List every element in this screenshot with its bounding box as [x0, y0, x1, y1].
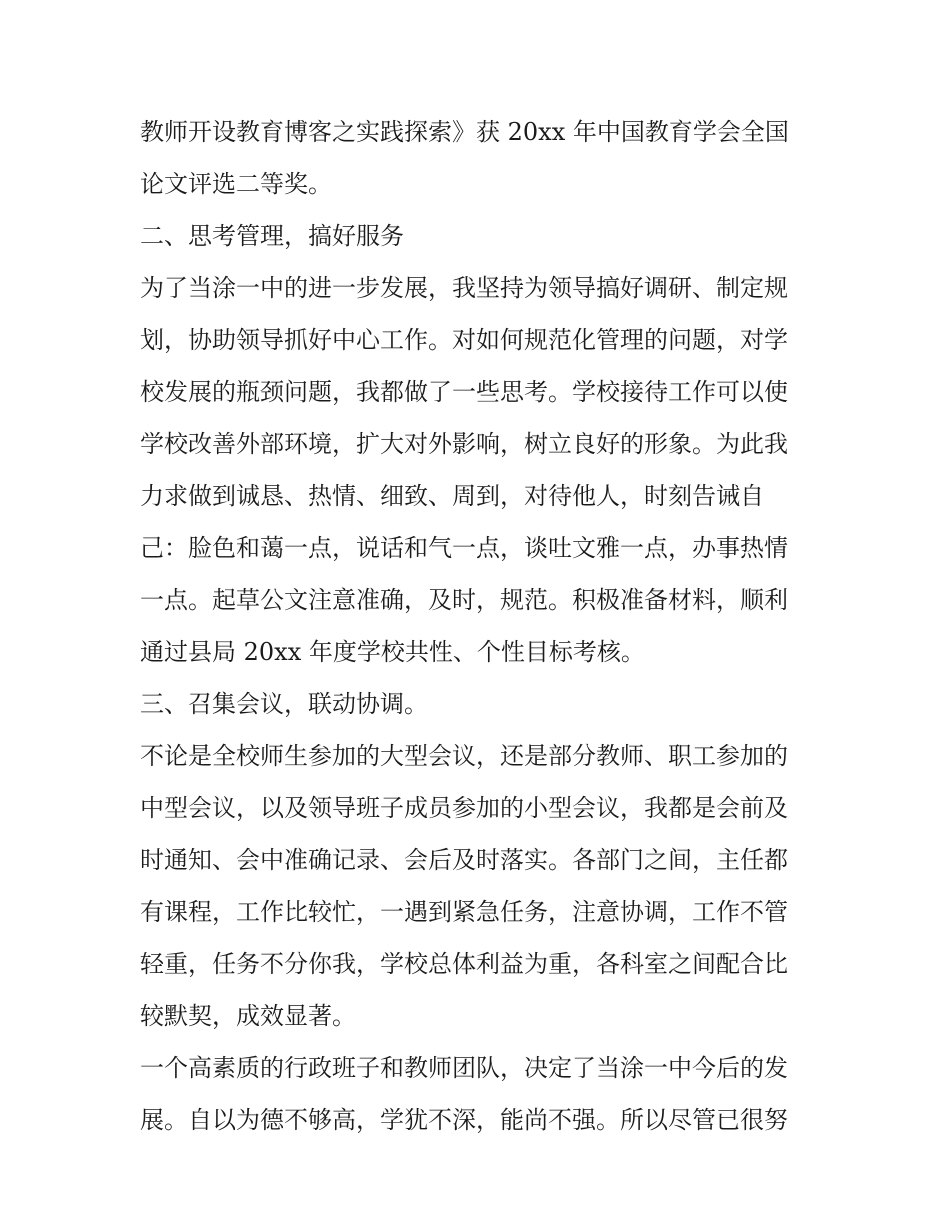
text-line: 有课程，工作比较忙，一遇到紧急任务，注意协调，工作不管 — [140, 898, 788, 926]
section-heading: 二、思考管理，搞好服务 — [140, 222, 404, 250]
section-heading: 三、召集会议，联动协调。 — [140, 690, 428, 718]
text-line: 为了当涂一中的进一步发展，我坚持为领导搞好调研、制定规 — [140, 274, 788, 302]
text-line: 己：脸色和蔼一点，说话和气一点，谈吐文雅一点，办事热情 — [140, 534, 788, 562]
text-line: 通过县局 20xx 年度学校共性、个性目标考核。 — [140, 638, 645, 666]
text-line: 划，协助领导抓好中心工作。对如何规范化管理的问题，对学 — [140, 326, 788, 354]
document-body — [140, 106, 820, 1146]
text-line: 不论是全校师生参加的大型会议，还是部分教师、职工参加的 — [140, 742, 788, 770]
text-line: 学校改善外部环境，扩大对外影响，树立良好的形象。为此我 — [140, 430, 788, 458]
text-line: 一点。起草公文注意准确，及时，规范。积极准备材料，顺利 — [140, 586, 788, 614]
text-line: 校发展的瓶颈问题，我都做了一些思考。学校接待工作可以使 — [140, 378, 788, 406]
text-line: 较默契，成效显著。 — [140, 1002, 356, 1030]
text-line: 教师开设教育博客之实践探索》获 20xx 年中国教育学会全国 — [140, 118, 789, 146]
text-line: 时通知、会中准确记录、会后及时落实。各部门之间，主任都 — [140, 846, 788, 874]
text-line: 力求做到诚恳、热情、细致、周到，对待他人，时刻告诫自 — [140, 482, 764, 510]
text-line: 论文评选二等奖。 — [140, 170, 332, 198]
text-line: 中型会议，以及领导班子成员参加的小型会议，我都是会前及 — [140, 794, 788, 822]
text-line: 展。自以为德不够高，学犹不深，能尚不强。所以尽管已很努 — [140, 1106, 788, 1134]
text-line: 一个高素质的行政班子和教师团队，决定了当涂一中今后的发 — [140, 1054, 788, 1082]
text-line: 轻重，任务不分你我，学校总体利益为重，各科室之间配合比 — [140, 950, 788, 978]
